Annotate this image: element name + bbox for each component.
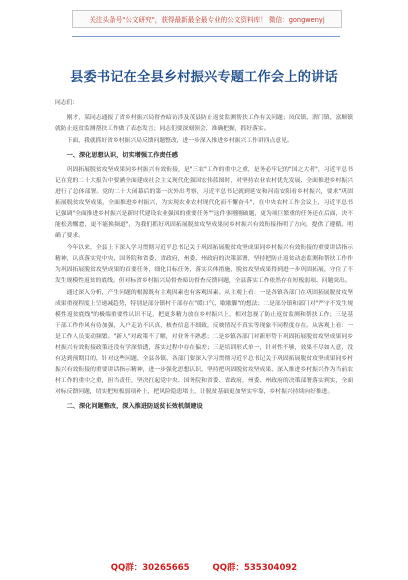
header-divider (72, 36, 340, 37)
qq-group-2: QQ群：535304092 (212, 563, 298, 573)
document-body (55, 92, 353, 562)
footer (0, 561, 408, 573)
section-heading: 二、深化问题整改，深入推进防返贫长效机制建设 (66, 403, 203, 410)
paragraph: 通过深入分析，产生问题的根源既有主观因素也有客观因素。从主观上看：一是各镇各部门在巩固拓展脱贫攻坚成果重视程度上呈递减趋势，特别是部分镇村干部存在"缓口气、歇歇脚"的想法；二是部分镇和部门对"严守不发生规模性返贫底线"的极端重要性认识不足，把更多精力放在乡村振兴上，相对忽视了防止返贫监测和帮扶工作；三是基干部工作作风有待加强，入户走访不认真，核查信息不细致，反映情况不真实等现象不同程度存在。从客观上看：一是工作人员变动频繁。"新人"对政策不了解，对业务不熟悉；二是乡镇各部门对新形势下巩固拓展脱贫攻坚成果同乡村振兴有效衔接政策还没有学深悟透，落实过程中存在偏差；三是培训形式单一，针对性不够，效果不尽如人意，没有达到预期目的，针对这些问题，全县各镇、各部门要深入学习贯彻习近平总书记关于巩固拓展脱贫攻坚成果同乡村振兴有效衔接的重要讲话指示精神，进一步强化思想认识，坚持把巩固脱贫攻坚成果、深入推进乡村振兴作为当前农村工作的重中之重，担当责任，坚决扛起党中央、国务院和省委、省政府，州委、州政府的决策部署落实到实，全面对标反馈问题，切实把短板弱项补上，把风险隐患堵上，让脱贫基础更加坚实牢靠，乡村振兴持续向好推进。 (55, 290, 353, 395)
document-title: 县委书记在全县乡村振兴专题工作会上的讲话 (70, 70, 338, 85)
paragraph: 刚才，某同志通报了省乡村振兴局督查暗访涉及茂县防止返贫监测帮扶工作有关问题；凤仪镇、渭门镇、富顺镇就防止返贫监测帮扶工作做了表态发言；同志们要深刻领会，准确把握，抓好落实。 (55, 115, 353, 132)
section-heading: 一、深化思想认识，切实增强工作责任感 (66, 152, 178, 159)
paragraph: 巩固拓展脱贫攻坚成果同乡村振兴有效衔接，是"三农"工作的重中之重，是务必牢记的"国之大者"，习近平总书记在党的二十大报告中要涵全面建成社会主义现代化强国宏伟蓝图时，对坚持农业农村优先发展、全面推进乡村振兴进行了总体部署。党的二十大闭幕后的第一次外出考察，习近平总书记就到延安和河南安阳看乡村振兴，要求"巩固拓展脱贫攻坚成果，全面推进乡村振兴，为实现农业农村现代化而不懈奋斗"，在中央农村工作会议上，习近平总书记强调"全面推进乡村振兴是新时代建设农业强国的重要任务""这件事刚刚破题，更为项巨繁重的任务还在后面，决不能松劲懈怠，更不能换频道"，为我们抓好巩固拓展脱贫攻坚成果同乡村振兴有效衔接指明了方向，提供了遵循，明确了要求。 (55, 167, 353, 239)
paragraph: 今年以来，全县上下深入学习贯彻习近平总书记关于巩固拓展脱贫攻坚成果同乡村振兴有效衔接的重要讲话指示精神，认真落实党中央、国务院和省委、省政府，州委、州政府的决策部署，坚持把防止返贫动态监测和帮扶工作作为巩固拓展脱贫攻坚成果的首要任务，细化目标任务，落实兵体措施，脱贫攻坚成果得到进一步巩固拓展，守住了不发生规模性返贫的底线。但对标省乡村振兴局督查暗访督查反馈问题，全县落实工作依然存在短板弱项、问题突出。 (55, 245, 353, 284)
salutation: 同志们： (55, 100, 79, 106)
top-banner: 关注头条号"公文研究"，获得最新最全最专业的公文资料库！ 微信：gongwenyj (72, 10, 342, 28)
qq-group-1: QQ群：30265665 (110, 563, 190, 573)
paragraph: 下面，我就抓好省乡村振兴局反馈问题整改，进一步深入推进乡村振兴工作讲四点意见。 (66, 138, 293, 144)
